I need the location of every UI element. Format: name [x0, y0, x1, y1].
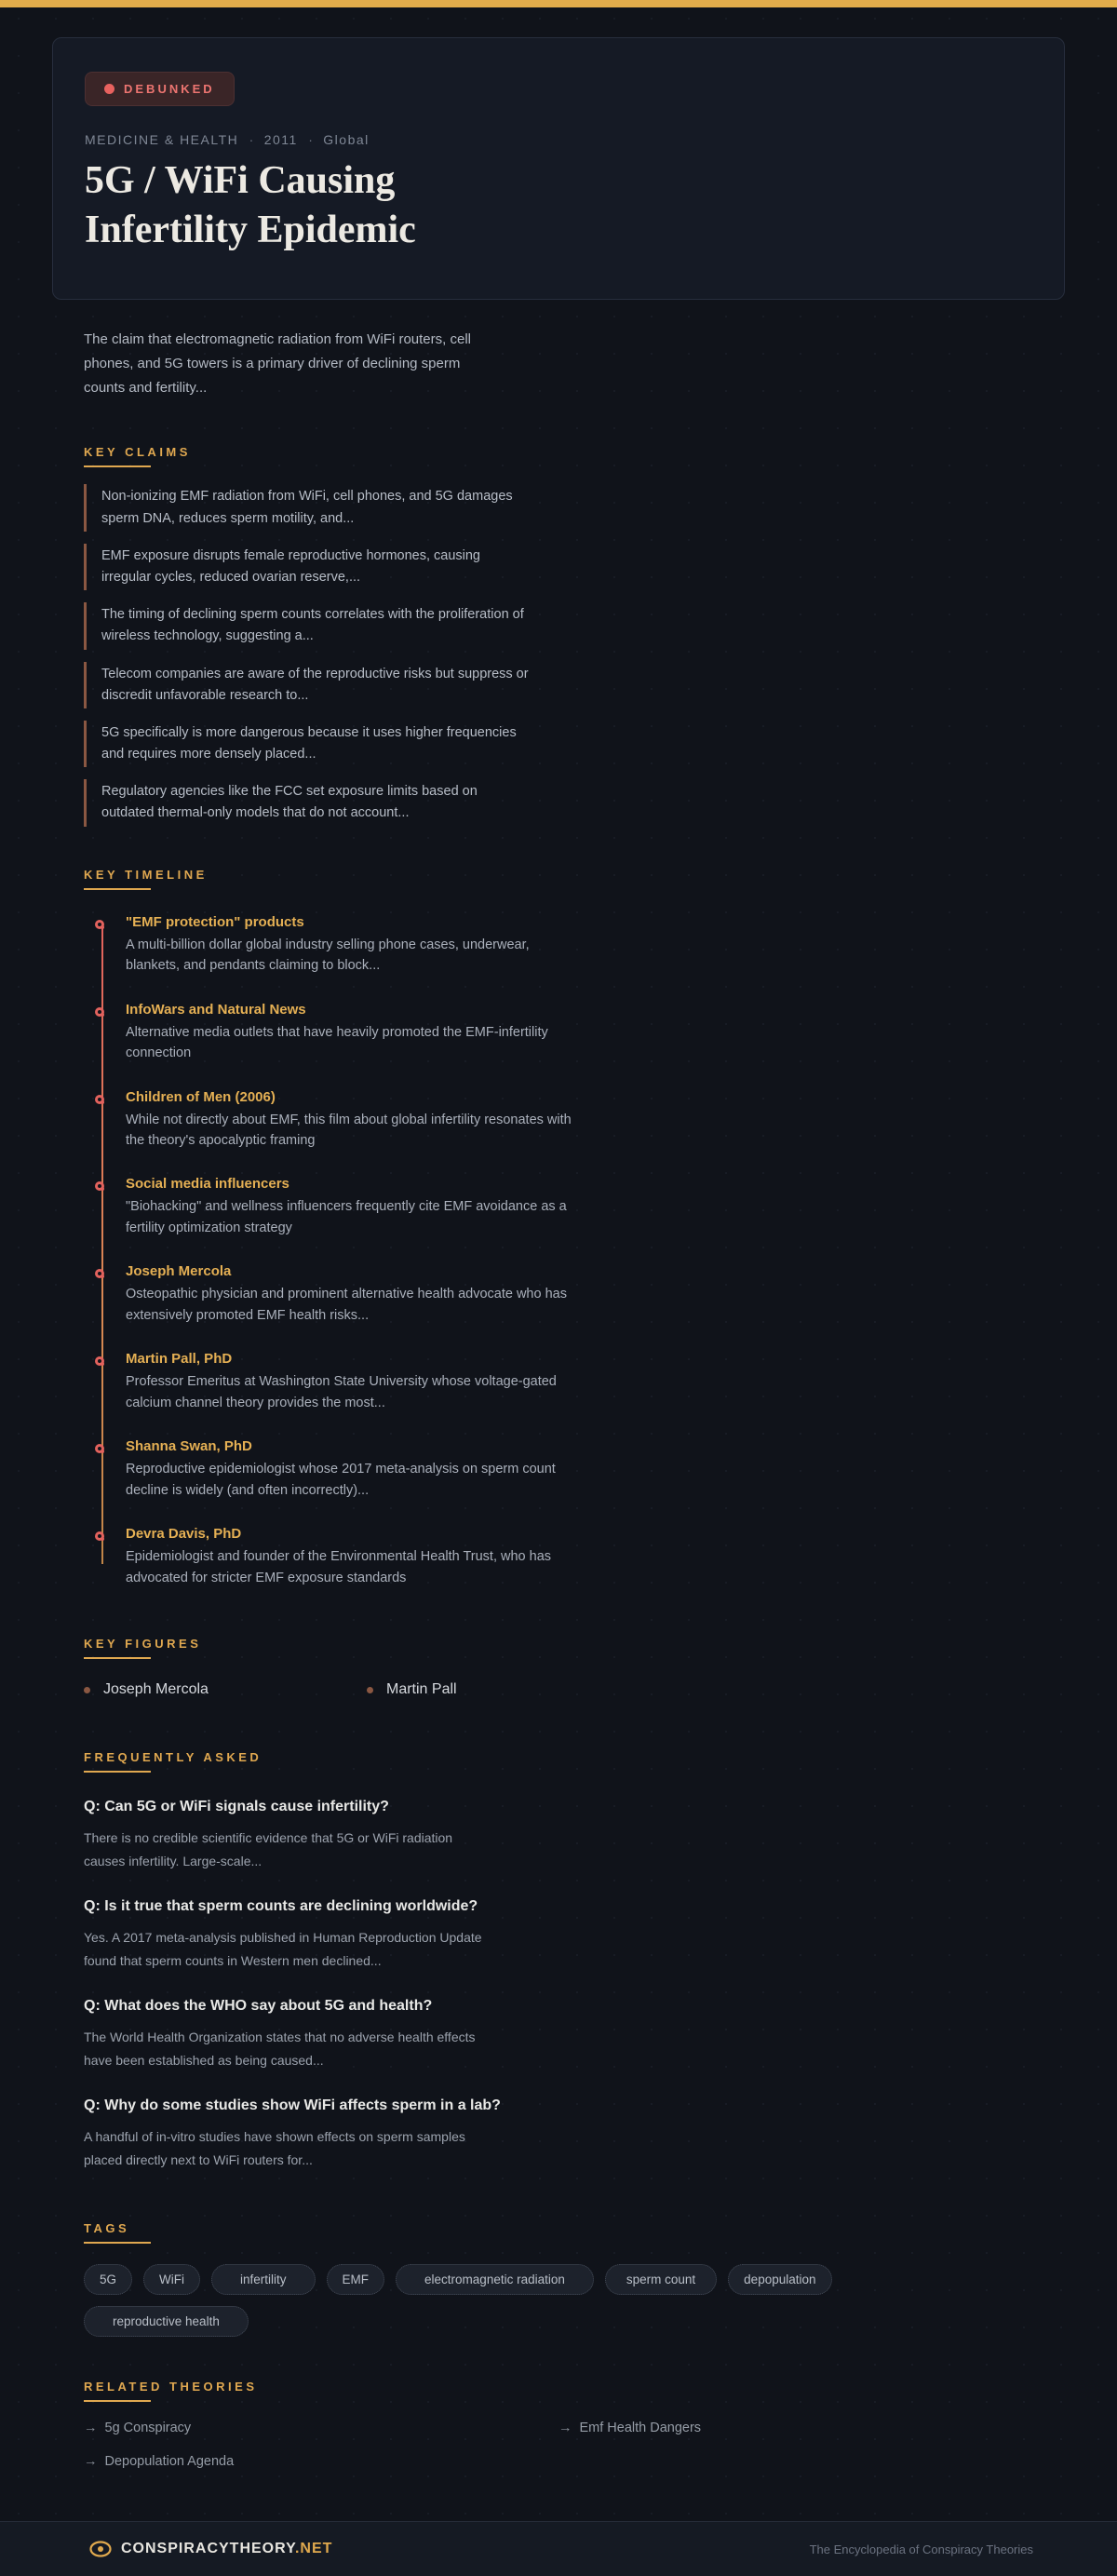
- year-label: 2011: [263, 132, 298, 147]
- timeline-item-title: Joseph Mercola: [126, 1263, 232, 1280]
- category-label: MEDICINE & HEALTH: [85, 132, 239, 147]
- timeline-marker-icon: [95, 1007, 104, 1017]
- key-claims-section: [84, 445, 1033, 826]
- page-title: 5G / WiFi Causing Infertility Epidemic: [85, 159, 416, 252]
- timeline-item-title: "EMF protection" products: [126, 913, 304, 930]
- faq-item: [84, 2097, 1033, 2171]
- timeline-marker-icon: [95, 1181, 104, 1191]
- claim-item: 5G specifically is more dangerous because it uses higher frequencies and requires more densely placed...: [84, 721, 531, 767]
- status-badge: [85, 72, 235, 106]
- timeline-item-description: "Biohacking" and wellness influencers frequently cite EMF avoidance as a fertility optimization strategy: [126, 1199, 567, 1235]
- article-meta: [85, 132, 1032, 147]
- faq-item: [84, 1799, 1033, 1872]
- key-figures-section: [84, 1637, 1033, 1698]
- timeline-item-description: Osteopathic physician and prominent alternative health advocate who has extensively promoted EMF health risks...: [126, 1287, 567, 1323]
- timeline-item-title: Children of Men (2006): [126, 1088, 276, 1105]
- faq-heading: FREQUENTLY ASKED: [84, 1750, 1033, 1773]
- timeline-item-title: Martin Pall, PhD: [126, 1351, 233, 1368]
- faq-item: [84, 1998, 1033, 2071]
- timeline-item: [126, 1176, 1033, 1238]
- claim-item: Regulatory agencies like the FCC set exposure limits based on outdated thermal-only models that do not account...: [84, 779, 531, 826]
- footer-tagline: The Encyclopedia of Conspiracy Theories: [809, 2542, 1033, 2556]
- timeline-item-description: A multi-billion dollar global industry selling phone cases, underwear, blankets, and pendants claiming to block...: [126, 937, 530, 974]
- figure-item: [84, 1681, 367, 1698]
- bullet-icon: [367, 1687, 373, 1693]
- timeline-item-description: Alternative media outlets that have heavily promoted the EMF-infertility connection: [126, 1024, 548, 1061]
- faq-section: [84, 1750, 1033, 2171]
- region-label: Global: [323, 132, 370, 147]
- timeline-item-title: InfoWars and Natural News: [126, 1001, 306, 1018]
- claim-item: The timing of declining sperm counts correlates with the proliferation of wireless technology, suggesting a...: [84, 602, 531, 649]
- bullet-icon: [84, 1687, 90, 1693]
- tag-pill[interactable]: electromagnetic radiation: [396, 2264, 594, 2295]
- brand-logo[interactable]: [89, 2541, 332, 2557]
- timeline-heading: KEY TIMELINE: [84, 868, 1033, 890]
- faq-question: Q: Why do some studies show WiFi affects sperm in a lab?: [84, 2097, 501, 2114]
- figure-item: [367, 1681, 680, 1698]
- timeline-line: [101, 922, 103, 1565]
- tag-pill[interactable]: EMF: [327, 2264, 385, 2295]
- key-figures-heading: KEY FIGURES: [84, 1637, 1033, 1659]
- tag-pill[interactable]: depopulation: [728, 2264, 831, 2295]
- brand-name: CONSPIRACYTHEORY.NET: [121, 2541, 333, 2557]
- meta-separator: ·: [249, 132, 254, 147]
- related-theory-link[interactable]: [84, 2454, 558, 2469]
- tag-pill[interactable]: reproductive health: [84, 2306, 249, 2337]
- timeline-item-title: Social media influencers: [126, 1176, 289, 1193]
- timeline-item: [126, 1002, 1033, 1064]
- faq-answer: The World Health Organization states that no adverse health effects have been established as being caused...: [84, 2030, 476, 2068]
- timeline-item: [126, 1438, 1033, 1501]
- key-figures-list: [84, 1681, 680, 1698]
- tag-pill[interactable]: 5G: [84, 2264, 132, 2295]
- timeline-marker-icon: [95, 1095, 104, 1104]
- related-theory-link[interactable]: [84, 2421, 558, 2435]
- status-dot-icon: [104, 84, 114, 94]
- faq-answer: A handful of in-vitro studies have shown effects on sperm samples placed directly next to WiFi routers for...: [84, 2129, 465, 2167]
- related-theory-link[interactable]: [558, 2421, 1033, 2435]
- intro-paragraph: The claim that electromagnetic radiation from WiFi routers, cell phones, and 5G towers is a primary driver of declining sperm counts and fertility...: [84, 330, 471, 397]
- tag-pill[interactable]: WiFi: [143, 2264, 200, 2295]
- timeline-item: [126, 1263, 1033, 1326]
- timeline-marker-icon: [95, 1356, 104, 1366]
- figure-name: Joseph Mercola: [103, 1681, 209, 1698]
- timeline-item-description: Professor Emeritus at Washington State University whose voltage-gated calcium channel theory provides the most...: [126, 1374, 557, 1410]
- figure-name: Martin Pall: [386, 1681, 457, 1698]
- faq-question: Q: What does the WHO say about 5G and health?: [84, 1998, 433, 2015]
- timeline-item-title: Shanna Swan, PhD: [126, 1438, 252, 1455]
- related-theory-label: Depopulation Agenda: [104, 2454, 235, 2470]
- timeline-list: [84, 914, 1033, 1589]
- claim-item: Telecom companies are aware of the reproductive risks but suppress or discredit unfavorable research to...: [84, 662, 531, 708]
- timeline-item: [126, 914, 1033, 977]
- key-claims-heading: KEY CLAIMS: [84, 445, 1033, 467]
- related-theories-heading: RELATED THEORIES: [84, 2380, 1033, 2402]
- timeline-item: [126, 1089, 1033, 1152]
- timeline-item-description: While not directly about EMF, this film about global infertility resonates with the theory's apocalyptic framing: [126, 1112, 572, 1148]
- status-badge-label: DEBUNKED: [124, 82, 215, 96]
- arrow-right-icon: →: [84, 2454, 98, 2470]
- header-card: [52, 37, 1065, 300]
- timeline-marker-icon: [95, 920, 104, 929]
- timeline-item-description: Epidemiologist and founder of the Environmental Health Trust, who has advocated for stricter EMF exposure standards: [126, 1549, 552, 1585]
- tag-pill[interactable]: sperm count: [605, 2264, 717, 2295]
- arrow-right-icon: →: [558, 2421, 572, 2436]
- faq-question: Q: Can 5G or WiFi signals cause infertility?: [84, 1799, 389, 1815]
- faq-item: [84, 1898, 1033, 1972]
- brand-tld: .NET: [294, 2541, 333, 2557]
- faq-answer: There is no credible scientific evidence that 5G or WiFi radiation causes infertility. Large-scale...: [84, 1830, 453, 1868]
- meta-separator: ·: [308, 132, 313, 147]
- related-theories-list: [84, 2421, 1033, 2469]
- tag-pill[interactable]: infertility: [211, 2264, 316, 2295]
- timeline-section: [84, 868, 1033, 1589]
- footer: [0, 2521, 1117, 2576]
- related-theory-label: Emf Health Dangers: [579, 2421, 702, 2436]
- claim-item: EMF exposure disrupts female reproductive hormones, causing irregular cycles, reduced ovarian reserve,...: [84, 544, 531, 590]
- accent-top-bar: [0, 0, 1117, 7]
- timeline-marker-icon: [95, 1444, 104, 1453]
- timeline-item: [126, 1351, 1033, 1413]
- tags-section: [84, 2221, 1033, 2337]
- timeline-marker-icon: [95, 1531, 104, 1541]
- timeline-item-description: Reproductive epidemiologist whose 2017 meta-analysis on sperm count decline is widely (and often incorrectly)...: [126, 1462, 556, 1498]
- related-theories-section: [84, 2380, 1033, 2469]
- faq-answer: Yes. A 2017 meta-analysis published in Human Reproduction Update found that sperm counts in Western men declined...: [84, 1930, 482, 1968]
- timeline-marker-icon: [95, 1269, 104, 1278]
- key-claims-list: [84, 484, 1033, 826]
- page-container: [52, 7, 1065, 2469]
- timeline-item-title: Devra Davis, PhD: [126, 1526, 242, 1543]
- arrow-right-icon: →: [84, 2421, 98, 2436]
- tags-heading: TAGS: [84, 2221, 1033, 2244]
- faq-question: Q: Is it true that sperm counts are declining worldwide?: [84, 1898, 478, 1915]
- related-theory-label: 5g Conspiracy: [104, 2421, 192, 2436]
- claim-item: Non-ionizing EMF radiation from WiFi, cell phones, and 5G damages sperm DNA, reduces sperm motility, and...: [84, 484, 531, 531]
- tags-list: [84, 2264, 922, 2337]
- timeline-item: [126, 1526, 1033, 1588]
- eye-icon: [89, 2541, 112, 2557]
